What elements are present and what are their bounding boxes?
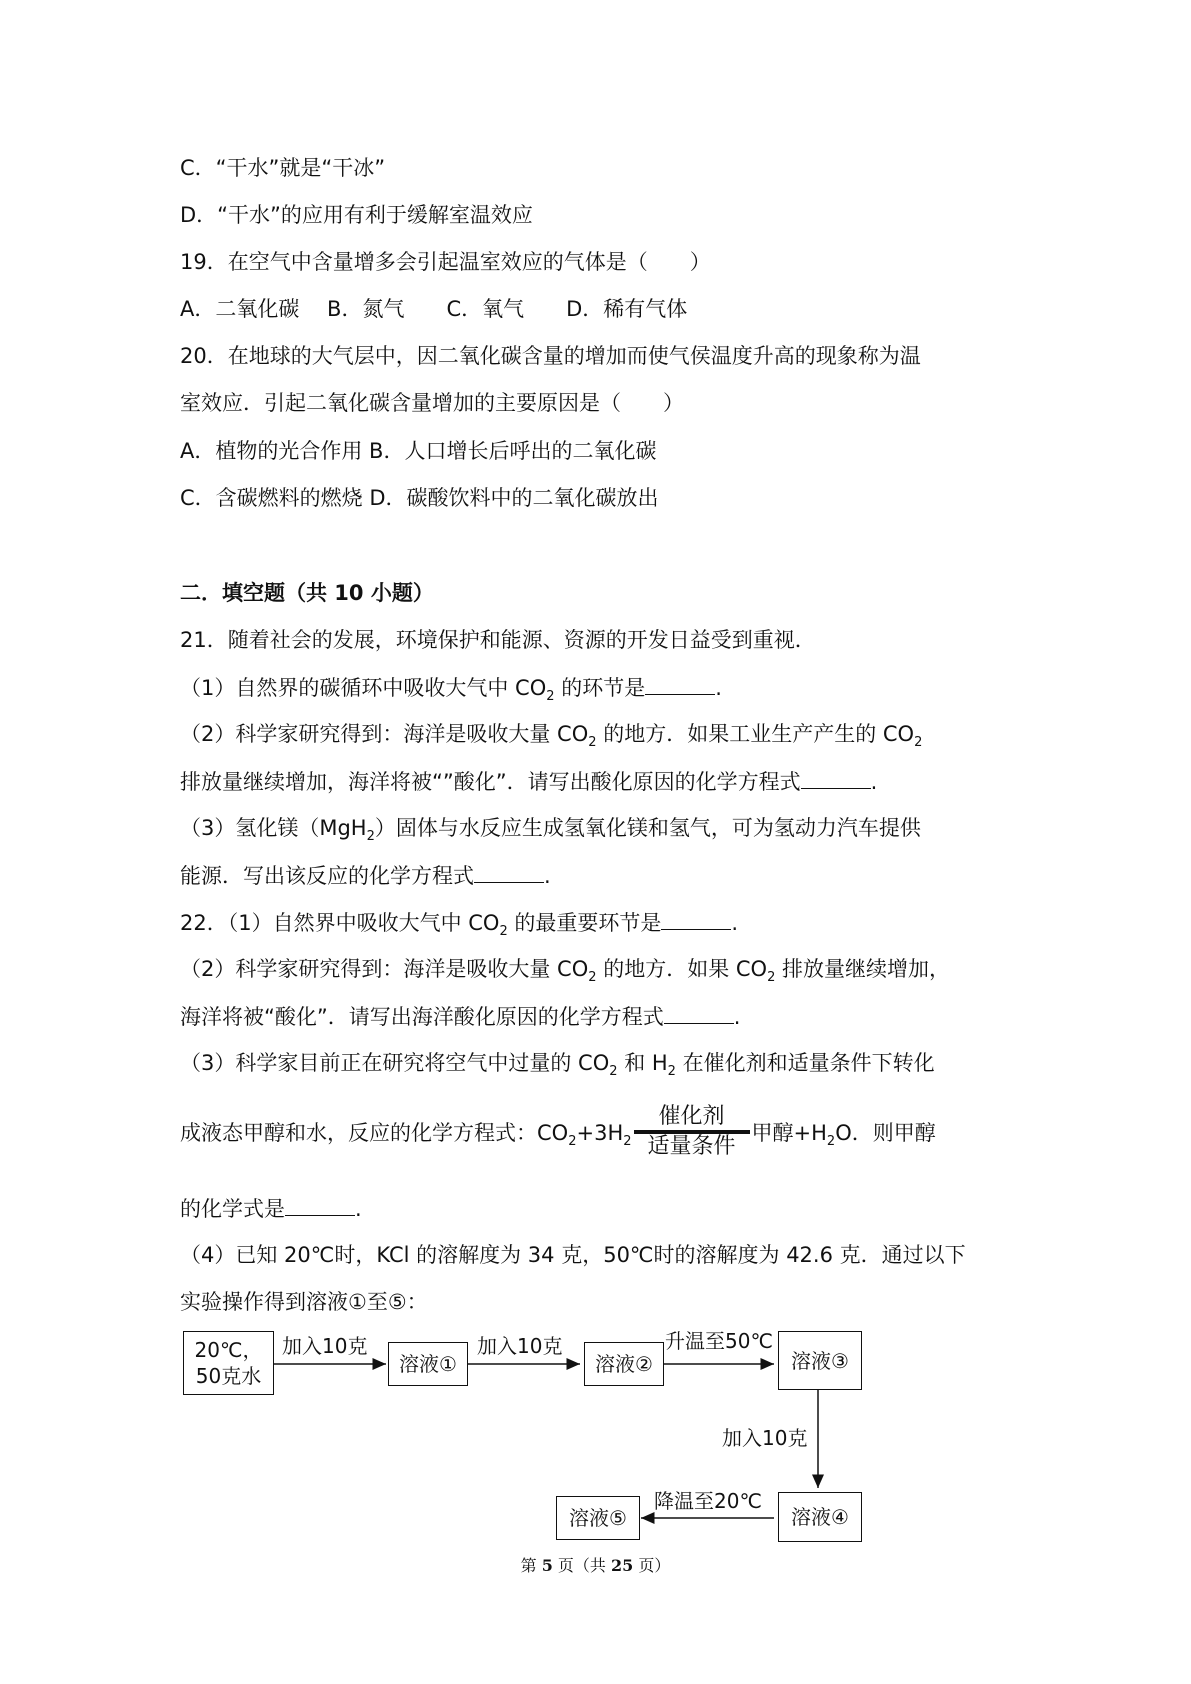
answer-blank[interactable]: [661, 907, 731, 930]
subscript: 2: [568, 1134, 577, 1150]
text: 成液态甲醇和水，反应的化学方程式：CO: [180, 1121, 569, 1145]
q21-part2-line2: [180, 766, 877, 797]
arrow-5-label: 降温至20℃: [654, 1489, 762, 1513]
arrow-2-label: 加入10克: [477, 1334, 563, 1358]
text: 的环节是: [554, 676, 646, 700]
q20-options-cd: C．含碳燃料的燃烧 D．碳酸饮料中的二氧化碳放出: [180, 486, 659, 510]
condition-label: 适量条件: [647, 1134, 736, 1159]
text: 能源．写出该反应的化学方程式: [180, 864, 474, 888]
catalyst-label: 催化剂: [634, 1102, 750, 1134]
subscript: 2: [667, 1064, 676, 1080]
page-footer: [0, 1553, 1191, 1576]
answer-blank[interactable]: [801, 766, 871, 789]
text: +3H: [576, 1121, 624, 1145]
footer-text: 第: [520, 1556, 542, 1575]
q19-options: A．二氧化碳 B．氮气 C．氧气 D．稀有气体: [180, 297, 688, 321]
text: 和 H: [617, 1051, 668, 1075]
page-number: 5: [541, 1556, 553, 1575]
solution-2-box: 溶液②: [584, 1342, 664, 1386]
text: 的地方．如果工业生产产生的 CO: [596, 722, 915, 746]
text: ）固体与水反应生成氢氧化镁和氢气，可为氢动力汽车提供: [374, 816, 921, 840]
q20-stem-line2: 室效应．引起二氧化碳含量增加的主要原因是（ ）: [180, 391, 684, 415]
text: 的最重要环节是: [507, 911, 662, 935]
start-temp: 20℃，: [194, 1338, 263, 1362]
total-pages: 25: [611, 1556, 634, 1575]
text: （3）科学家目前正在研究将空气中过量的 CO: [180, 1051, 610, 1075]
q21-part3-line2: [180, 860, 551, 891]
subscript: 2: [826, 1134, 836, 1150]
q21-part2-line1: [180, 719, 922, 758]
q22-part1: [180, 907, 738, 947]
reaction-condition: [634, 1102, 750, 1162]
section-heading: 二．填空题（共 10 小题）: [180, 581, 434, 605]
subscript: 2: [914, 735, 923, 751]
q19-stem: 19．在空气中含量增多会引起温室效应的气体是（ ）: [180, 250, 711, 274]
text: （3）氢化镁（MgH: [180, 816, 367, 840]
period: .: [870, 770, 878, 794]
q18-option-d: D．“干水”的应用有利于缓解室温效应: [180, 203, 533, 227]
subscript: 2: [588, 735, 597, 751]
q22-part4-line2: 实验操作得到溶液①至⑤：: [180, 1290, 428, 1314]
subscript: 2: [546, 689, 555, 705]
text: 海洋将被“酸化”．请写出海洋酸化原因的化学方程式: [180, 1005, 664, 1029]
start-box: [183, 1331, 274, 1395]
arrow-1-label: 加入10克: [282, 1334, 368, 1358]
q20-options-ab: A．植物的光合作用 B．人口增长后呼出的二氧化碳: [180, 439, 657, 463]
q21-part1: [180, 672, 722, 712]
answer-blank[interactable]: [285, 1193, 355, 1216]
answer-blank[interactable]: [474, 860, 544, 883]
q18-option-c: C．“干水”就是“干冰”: [180, 156, 386, 180]
text: （2）科学家研究得到：海洋是吸收大量 CO: [180, 722, 589, 746]
text: 的地方．如果 CO: [596, 957, 768, 981]
text: 在催化剂和适量条件下转化: [675, 1051, 935, 1075]
q21-stem: 21．随着社会的发展，环境保护和能源、资源的开发日益受到重视．: [180, 628, 816, 652]
period: .: [355, 1197, 362, 1221]
start-water: 50克水: [195, 1364, 262, 1388]
text: （1）自然界的碳循环中吸收大气中 CO: [180, 676, 547, 700]
text: 甲醇+H: [751, 1121, 827, 1145]
arrow-4-label: 加入10克: [722, 1426, 808, 1450]
subscript: 2: [609, 1064, 618, 1080]
q22-part3-line1: [180, 1048, 935, 1087]
subscript: 2: [623, 1134, 632, 1150]
solution-4-box: 溶液④: [778, 1492, 862, 1542]
text: 排放量继续增加，海洋将被“”酸化”．请写出酸化原因的化学方程式: [180, 770, 801, 794]
answer-blank[interactable]: [664, 1001, 734, 1024]
solution-1-box: 溶液①: [388, 1342, 468, 1386]
text: 22．（1）自然界中吸收大气中 CO: [180, 911, 500, 935]
text: 的化学式是: [180, 1197, 285, 1221]
q22-equation-line: [180, 1097, 936, 1178]
footer-text: 页（共: [552, 1556, 612, 1575]
q22-part2-line1: [180, 954, 950, 993]
footer-text: 页）: [633, 1556, 671, 1575]
q21-part3-line1: [180, 813, 921, 852]
text: O．则甲醇: [835, 1121, 936, 1145]
solution-3-box: 溶液③: [778, 1331, 862, 1390]
solution-5-box: 溶液⑤: [556, 1496, 640, 1540]
q22-part4-line1: （4）已知 20℃时，KCl 的溶解度为 34 克，50℃时的溶解度为 42.6 克．通过以下: [180, 1243, 966, 1267]
period: .: [731, 911, 739, 935]
arrow-3-label: 升温至50℃: [665, 1329, 773, 1353]
subscript: 2: [588, 970, 597, 986]
subscript: 2: [767, 970, 776, 986]
text: （2）科学家研究得到：海洋是吸收大量 CO: [180, 957, 589, 981]
answer-blank[interactable]: [645, 672, 715, 695]
period: .: [544, 864, 551, 888]
q22-part2-line2: [180, 1001, 740, 1032]
text: 排放量继续增加，: [775, 957, 951, 981]
period: .: [715, 676, 722, 700]
subscript: 2: [499, 924, 508, 940]
q20-stem-line1: 20．在地球的大气层中，因二氧化碳含量的增加而使气侯温度升高的现象称为温: [180, 344, 921, 368]
period: .: [733, 1005, 741, 1029]
q22-part3-line3: [180, 1193, 362, 1224]
subscript: 2: [366, 829, 375, 845]
